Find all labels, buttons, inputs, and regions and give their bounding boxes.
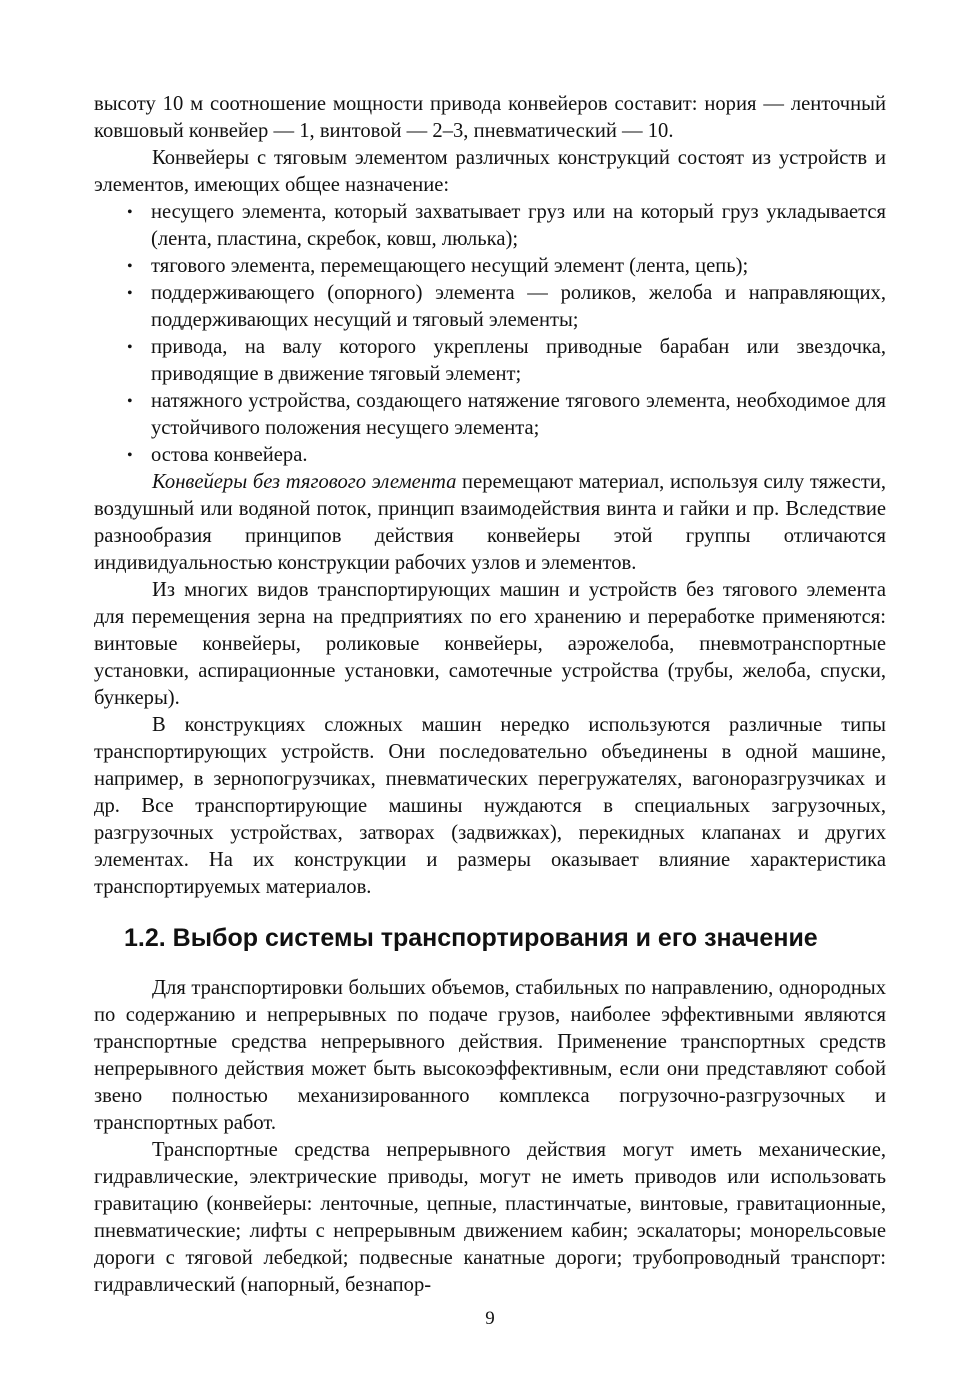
bullet-icon: • [127,285,133,302]
list-item-text: натяжного устройства, создающего натяжение тягового элемента, необходимое для устойчивого положения несущего элемента; [151,390,886,439]
bullet-icon: • [127,339,133,356]
list-item [94,199,886,253]
section-heading: 1.2. Выбор системы транспортирования и его значение [124,924,818,952]
bullet-icon: • [127,447,133,464]
list-item [94,334,886,388]
list-item [94,388,886,442]
bullet-icon: • [127,204,133,221]
bullet-icon: • [127,258,133,275]
paragraph-continuous: Для транспортировки больших объемов, стабильных по направлению, однородных по содержанию и непрерывных по подаче грузов, наиболее эффективными являются транспортные средства непрерывного действия. Применение транспортных средств непрерывного действия может быть высокоэффективным, если они представляют собой звено полностью механизированного комплекса погрузочно-разгрузочных и транспортных работ. [94,977,886,1134]
list-item-text: остова конвейера. [151,444,308,466]
list-item-text: несущего элемента, который захватывает груз или на который груз укладывается (лента, пластина, скребок, ковш, люлька); [151,201,886,250]
page-number: 9 [485,1308,495,1329]
bullet-icon: • [127,393,133,410]
bullet-list [94,199,886,469]
list-item [94,442,886,469]
paragraph-grain: Из многих видов транспортирующих машин и устройств без тягового элемента для перемещения зерна на предприятиях по его хранению и переработке применяются: винтовые конвейеры, роликовые конвейеры, аэрожелоба, пневмотранспортные установки, аспирационные установки, самотечные устройства (трубы, желоба, спуски, бункеры). [94,579,886,709]
paragraph-no-traction-text: перемещают материал, используя силу тяжести, воздушный или водяной поток, принцип взаимодействия винта и гайки и пр. Вследствие разнообразия принципов действия конвейеры этой группы отличаются индивидуальностью конструкции рабочих узлов и элементов. [94,471,886,574]
list-item-text: тягового элемента, перемещающего несущий элемент (лента, цепь); [151,255,749,277]
page-body [94,91,886,1299]
paragraph-intro: высоту 10 м соотношение мощности привода конвейеров составит: нория — ленточный ковшовый конвейер — 1, винтовой — 2–3, пневматический — 10. [94,93,886,142]
paragraph-drives: Транспортные средства непрерывного действия могут иметь механические, гидравлические, электрические приводы, могут не иметь приводов или использовать гравитацию (конвейеры: ленточные, цепные, пластинчатые, винтовые, гравитационные, пневматические; лифты с непрерывным движением кабин; эскалаторы; монорельсовые дороги с тяговой лебедкой; подвесные канатные дороги; трубопроводный транспорт: гидравлический (напорный, безнапор- [94,1139,886,1296]
list-item-text: поддерживающего (опорного) элемента — роликов, желоба и направляющих, поддерживающих несущий и тяговый элементы; [151,282,886,331]
list-item-text: привода, на валу которого укреплены приводные барабан или звездочка, приводящие в движение тяговый элемент; [151,336,886,385]
paragraph-no-traction [94,469,886,577]
italic-term: Конвейеры без тягового элемента [152,471,457,493]
list-item [94,253,886,280]
paragraph-complex-machines: В конструкциях сложных машин нередко используются различные типы транспортирующих устройств. Они последовательно объединены в одной машине, например, в зернопогрузчиках, пневматических перегружателях, вагоноразгрузчиках и др. Все транспортирующие машины нуждаются в специальных загрузочных, разгрузочных устройствах, затворах (задвижках), перекидных клапанах и других элементах. На их конструкции и размеры оказывает влияние характеристика транспортируемых материалов. [94,714,886,898]
paragraph-structure: Конвейеры с тяговым элементом различных конструкций состоят из устройств и элементов, имеющих общее назначение: [94,147,886,196]
list-item [94,280,886,334]
